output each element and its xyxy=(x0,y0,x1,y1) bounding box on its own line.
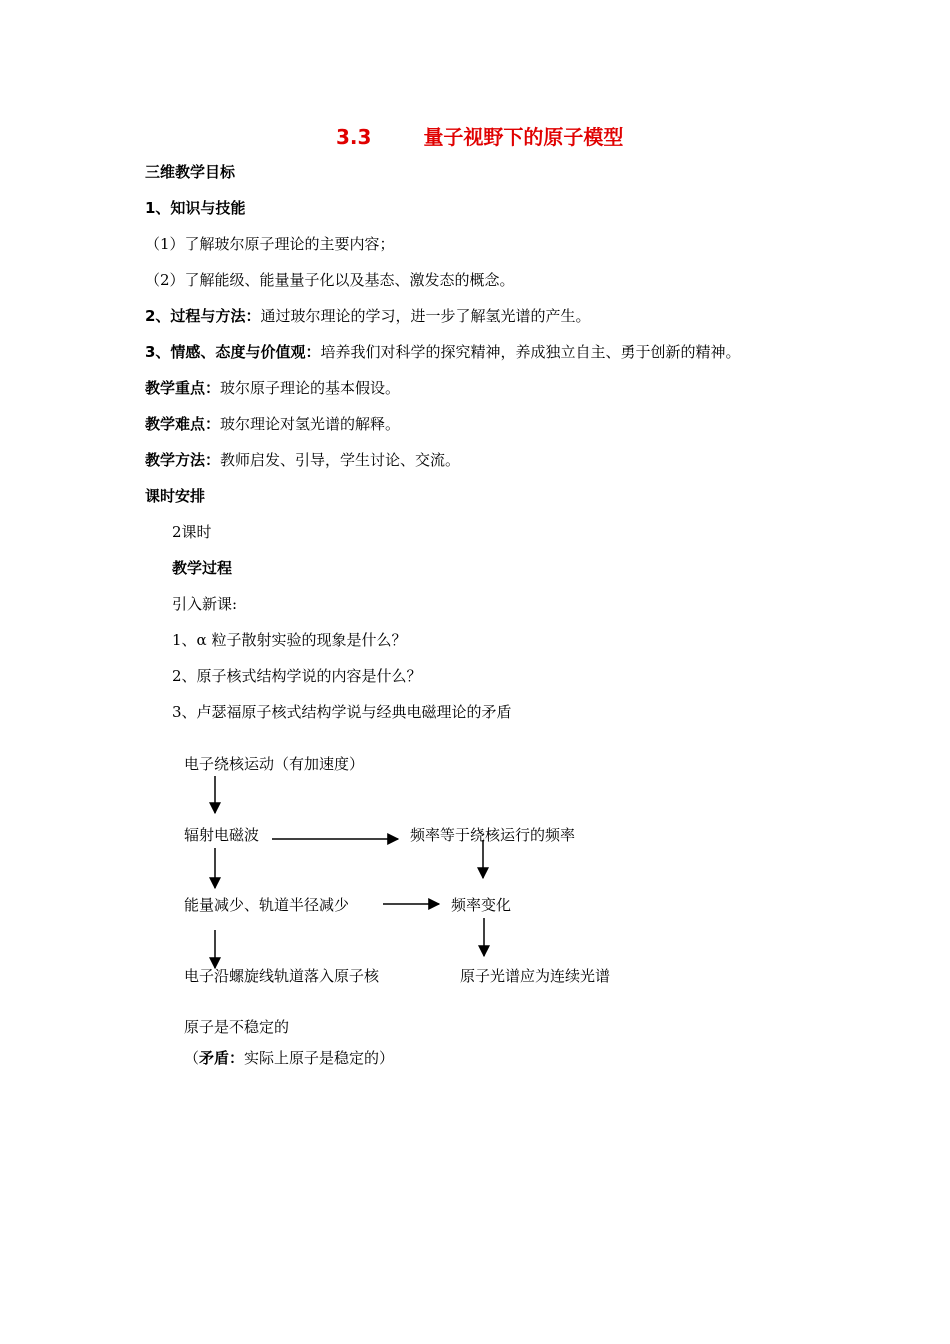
flow-node-energy-decrease: 能量减少、轨道半径减少 xyxy=(184,896,350,914)
contradiction-note: （矛盾：实际上原子是稳定的） xyxy=(184,1049,395,1067)
method xyxy=(145,450,460,470)
flow-node-frequency-equal: 频率等于绕核运行的频率 xyxy=(410,826,576,844)
question-2: 2、原子核式结构学说的内容是什么？ xyxy=(172,667,422,685)
key-point-label: 教学重点： xyxy=(145,379,221,397)
key-point xyxy=(145,378,400,398)
difficulty-text: 玻尔理论对氢光谱的解释。 xyxy=(220,415,401,433)
process-intro: 引入新课: xyxy=(172,595,238,613)
section-number: 3.3 xyxy=(336,125,372,149)
flow-node-radiate-waves: 辐射电磁波 xyxy=(184,826,260,844)
key-point-text: 玻尔原子理论的基本假设。 xyxy=(220,379,401,397)
goal3 xyxy=(145,342,740,362)
question-3: 3、卢瑟福原子核式结构学说与经典电磁理论的矛盾 xyxy=(172,703,512,721)
section-title: 量子视野下的原子模型 xyxy=(423,125,624,149)
flow-node-unstable: 原子是不稳定的 xyxy=(184,1018,290,1036)
difficulty-label: 教学难点： xyxy=(145,415,221,433)
page-title xyxy=(336,124,623,150)
goal3-text: 培养我们对科学的探究精神，养成独立自主、勇于创新的精神。 xyxy=(320,343,741,361)
flow-node-frequency-change: 频率变化 xyxy=(451,896,512,914)
flow-node-continuous-spectrum: 原子光谱应为连续光谱 xyxy=(460,967,611,985)
process-heading: 教学过程 xyxy=(172,559,233,577)
contradiction-text: 实际上原子是稳定的） xyxy=(244,1049,395,1067)
schedule-heading: 课时安排 xyxy=(145,487,206,505)
method-text: 教师启发、引导，学生讨论、交流。 xyxy=(220,451,461,469)
method-label: 教学方法： xyxy=(145,451,221,469)
flow-node-electron-orbit: 电子绕核运动（有加速度） xyxy=(184,755,365,773)
goal3-label: 3、情感、态度与价值观： xyxy=(145,343,321,361)
goal1-heading: 1、知识与技能 xyxy=(145,199,246,217)
goals-heading: 三维教学目标 xyxy=(145,163,236,181)
goal2-text: 通过玻尔理论的学习，进一步了解氢光谱的产生。 xyxy=(260,307,591,325)
goal2 xyxy=(145,306,590,326)
contradiction-label: 矛盾： xyxy=(199,1049,245,1067)
goal2-label: 2、过程与方法： xyxy=(145,307,261,325)
goal1-item-2: （2）了解能级、能量量子化以及基态、激发态的概念。 xyxy=(145,271,515,289)
goal1-item-1: （1）了解玻尔原子理论的主要内容； xyxy=(145,235,395,253)
flow-node-spiral-fall: 电子沿螺旋线轨道落入原子核 xyxy=(184,967,380,985)
difficulty xyxy=(145,414,400,434)
question-1: 1、α 粒子散射实验的现象是什么？ xyxy=(172,631,407,649)
schedule-value: 2课时 xyxy=(172,523,212,541)
